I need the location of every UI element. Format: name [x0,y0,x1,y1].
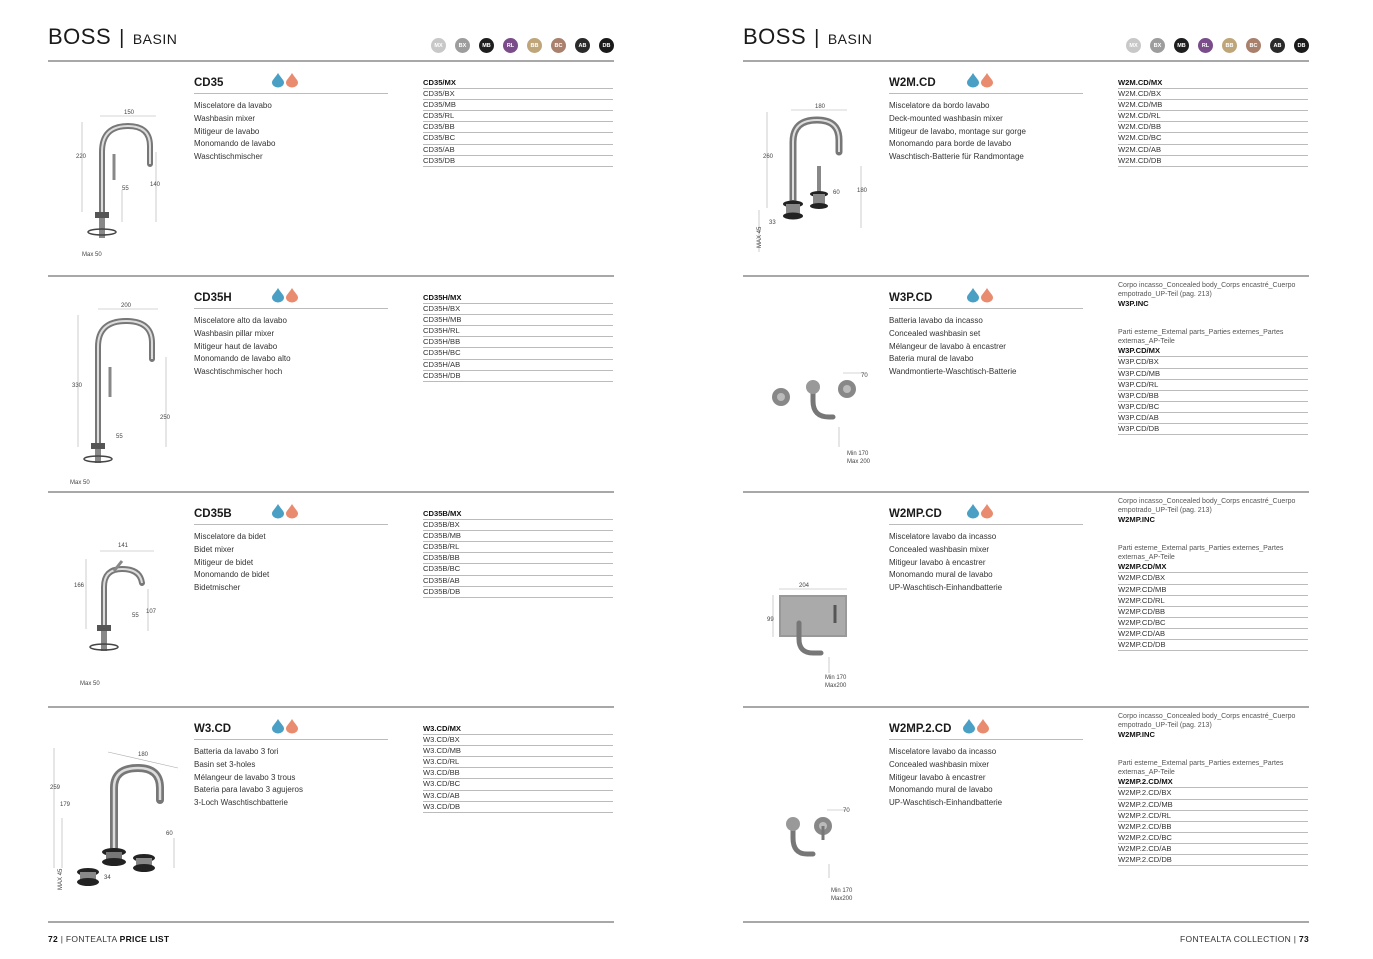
finish-swatch: DB [599,38,614,53]
cold-water-icon [967,504,979,518]
finish-code: W2MP.CD/RL [1118,596,1308,607]
finish-code: W2M.CD/MX [1118,78,1308,89]
finish-code: CD35H/AB [423,360,613,371]
dimension-label: Min 170 [847,451,869,457]
finish-code-list [423,293,613,382]
dimension-label: Max200 [825,683,847,689]
product-section [48,493,614,707]
finish-swatches [1126,38,1309,53]
finish-swatch: DB [1294,38,1309,53]
cold-water-icon [272,719,284,733]
page-header [48,24,614,64]
finish-code: W3.CD/BC [423,779,613,790]
concealed-body-note: Corpo incasso_Concealed body_Corps encastré_Cuerpo empotrado_UP-Teil (pag. 213) [1118,713,1296,729]
finish-code: W3.CD/BX [423,735,613,746]
product-drawing [48,297,188,486]
hot-water-icon [977,719,989,733]
dimension-label: 330 [72,383,83,389]
finish-code: W2MP.2.CD/BC [1118,833,1308,844]
divider [889,308,1083,309]
finish-swatch: RL [503,38,518,53]
finish-code: W2M.CD/BC [1118,133,1308,144]
finish-code: W3P.CD/AB [1118,413,1308,424]
product-name: W2M.CD [889,77,936,89]
divider [194,308,388,309]
collection-title: BOSS | BASIN [48,24,178,49]
finish-code: W2MP.2.CD/RL [1118,811,1308,822]
product-description: Miscelatore lavabo da incasso Concealed washbasin mixer Mitigeur lavabo à encastrer Monomando mural de lavabo UP-Waschtisch-Einhandbatterie [889,747,1003,808]
finish-code: W2MP.2.CD/BX [1118,788,1308,799]
product-section [743,62,1309,276]
dimension-label: 220 [76,154,87,160]
product-name: W2MP.2.CD [889,723,952,735]
finish-swatch: BC [1246,38,1261,53]
finish-code: CD35B/MB [423,531,613,542]
finish-code: W3P.CD/BC [1118,402,1308,413]
dimension-label: Max 50 [82,252,102,258]
finish-code: CD35B/BX [423,520,613,531]
hot-water-icon [286,288,298,302]
dimension-label: MAX 45 [58,868,64,890]
finish-code: CD35/RL [423,111,613,122]
finish-code: W2M.CD/AB [1118,145,1308,156]
hot-cold-icon [272,719,298,733]
hot-cold-icon [272,504,298,518]
product-description: Miscelatore da lavabo Washbasin mixer Mitigeur de lavabo Monomando de lavabo Waschtischmischer [194,101,276,162]
hot-cold-icon [272,288,298,302]
product-name: CD35 [194,77,224,89]
product-section [743,708,1309,922]
product-drawing [48,513,188,693]
finish-code: CD35B/RL [423,542,613,553]
product-description: Miscelatore alto da lavabo Washbasin pillar mixer Mitigeur haut de lavabo Monomando de lavabo alto Waschtischmischer hoch [194,316,291,377]
finish-code: CD35H/RL [423,326,613,337]
finish-code: W3P.CD/BB [1118,391,1308,402]
finish-code: W3.CD/MB [423,746,613,757]
finish-code: CD35H/BC [423,348,613,359]
finish-code: CD35B/MX [423,509,613,520]
dimension-label: 260 [763,154,774,160]
finish-code: W2MP.CD/DB [1118,640,1308,651]
dimension-label: 55 [122,186,129,192]
dimension-label: 70 [843,808,850,814]
finish-code: W2MP.CD/AB [1118,629,1308,640]
hot-water-icon [286,719,298,733]
finish-code-list [1118,498,1308,651]
product-description: Miscelatore lavabo da incasso Concealed washbasin mixer Mitigeur lavabo à encastrer Monomando mural de lavabo UP-Waschtisch-Einhandbatterie [889,532,1003,593]
hot-cold-icon [967,73,993,87]
page-footer: 72 | FONTEALTA PRICE LIST [48,934,170,944]
divider [48,921,614,923]
product-section [743,493,1309,707]
finish-code: W2MP.2.CD/AB [1118,844,1308,855]
dimension-label: 141 [118,543,129,549]
concealed-body-code: W3P.INC [1118,299,1149,309]
divider [889,739,1083,740]
product-section [48,708,614,922]
finish-code: CD35B/AB [423,576,613,587]
finish-code: CD35/AB [423,145,613,156]
product-drawing [743,82,883,262]
collection-title: BOSS | BASIN [743,24,873,49]
finish-code: W2MP.CD/MX [1118,562,1308,573]
finish-code: W2M.CD/RL [1118,111,1308,122]
dimension-label: 34 [104,875,111,881]
concealed-body-code: W2MP.INC [1118,730,1155,740]
finish-code: W3.CD/DB [423,802,613,813]
product-name: CD35H [194,292,232,304]
divider [889,93,1083,94]
dimension-label: Min 170 [831,888,853,894]
hot-cold-icon [963,719,989,733]
finish-code-list [423,724,613,813]
finish-swatch: BB [527,38,542,53]
finish-code: CD35/MB [423,100,613,111]
dimension-label: Max 200 [847,459,871,465]
dimension-label: 60 [166,831,173,837]
finish-swatch: AB [575,38,590,53]
product-name: W3P.CD [889,292,933,304]
finish-code: W2MP.CD/BX [1118,573,1308,584]
finish-swatch: AB [1270,38,1285,53]
dimension-label: 70 [861,373,868,379]
hot-water-icon [981,288,993,302]
product-description: Batteria lavabo da incasso Concealed washbasin set Mélangeur de lavabo à encastrer Bateria mural de lavabo Wandmontierte-Waschtisch-Batterie [889,316,1017,377]
product-drawing [743,728,883,908]
hot-cold-icon [272,73,298,87]
hot-water-icon [286,73,298,87]
finish-code-list [423,509,613,598]
finish-code: CD35/MX [423,78,613,89]
finish-swatch: BX [455,38,470,53]
finish-code: W3.CD/AB [423,791,613,802]
product-section [743,277,1309,491]
finish-code: CD35/BB [423,122,613,133]
finish-code: W3P.CD/RL [1118,380,1308,391]
product-section [48,277,614,491]
product-drawing [743,513,883,693]
finish-swatch: MX [1126,38,1141,53]
hot-water-icon [286,504,298,518]
product-drawing [743,297,883,477]
finish-swatch: BC [551,38,566,53]
divider [194,739,388,740]
finish-swatch: RL [1198,38,1213,53]
finish-swatch: BB [1222,38,1237,53]
finish-code-list [1118,78,1308,167]
product-name: CD35B [194,508,232,520]
dimension-label: 200 [121,303,132,309]
finish-code: CD35H/MX [423,293,613,304]
finish-code-list [1118,713,1308,866]
divider [889,524,1083,525]
finish-code: W2M.CD/DB [1118,156,1308,167]
page-footer: FONTEALTA COLLECTION | 73 [1180,934,1309,944]
concealed-body-code: W2MP.INC [1118,515,1155,525]
dimension-label: MAX 45 [757,226,763,248]
product-section [48,62,614,276]
dimension-label: 99 [767,617,774,623]
concealed-body-note: Corpo incasso_Concealed body_Corps encastré_Cuerpo empotrado_UP-Teil (pag. 213) [1118,498,1296,514]
finish-code: W2MP.CD/MB [1118,585,1308,596]
external-parts-note: Parti esterne_External parts_Parties externes_Partes externas_AP-Teile [1118,545,1284,561]
finish-code: W3P.CD/MB [1118,369,1308,380]
product-name: W2MP.CD [889,508,942,520]
divider [194,524,388,525]
dimension-label: 55 [132,613,139,619]
page-header [743,24,1309,64]
finish-code: W3P.CD/DB [1118,424,1308,435]
finish-code: W3P.CD/MX [1118,346,1308,357]
finish-code: W2MP.2.CD/MB [1118,800,1308,811]
finish-code: W2MP.CD/BB [1118,607,1308,618]
finish-code: CD35/BX [423,89,613,100]
divider [194,93,388,94]
finish-code: W2MP.CD/BC [1118,618,1308,629]
dimension-label: 180 [138,752,149,758]
cold-water-icon [963,719,975,733]
dimension-label: 204 [799,583,810,589]
finish-code: CD35H/BX [423,304,613,315]
product-name: W3.CD [194,723,232,735]
dimension-label: 180 [815,104,826,110]
dimension-label: 60 [833,190,840,196]
concealed-body-note: Corpo incasso_Concealed body_Corps encastré_Cuerpo empotrado_UP-Teil (pag. 213) [1118,282,1296,298]
finish-code: CD35H/BB [423,337,613,348]
page-left [0,0,678,959]
finish-code: W3.CD/RL [423,757,613,768]
cold-water-icon [272,504,284,518]
dimension-label: 33 [769,220,776,226]
dimension-label: Min 170 [825,675,847,681]
finish-code: W2M.CD/MB [1118,100,1308,111]
finish-code: W2MP.2.CD/MX [1118,777,1308,788]
dimension-label: 55 [116,434,123,440]
dimension-label: 107 [146,609,157,615]
hot-water-icon [981,73,993,87]
finish-code: W3.CD/BB [423,768,613,779]
cold-water-icon [967,288,979,302]
finish-swatch: MB [479,38,494,53]
cold-water-icon [272,288,284,302]
finish-code: CD35B/DB [423,587,613,598]
finish-code: CD35B/BC [423,564,613,575]
cold-water-icon [967,73,979,87]
finish-code: CD35H/DB [423,371,613,382]
dimension-label: 259 [50,785,61,791]
finish-code: CD35/DB [423,156,613,167]
finish-code: W2M.CD/BB [1118,122,1308,133]
dimension-label: 166 [74,583,85,589]
dimension-label: 150 [124,110,135,116]
cold-water-icon [272,73,284,87]
external-parts-note: Parti esterne_External parts_Parties externes_Partes externas_AP-Teile [1118,329,1284,345]
finish-swatch: BX [1150,38,1165,53]
finish-code: W2MP.2.CD/BB [1118,822,1308,833]
product-drawing [48,728,188,908]
page-right [695,0,1373,959]
finish-code: W2MP.2.CD/DB [1118,855,1308,866]
dimension-label: 179 [60,802,71,808]
product-description: Miscelatore da bordo lavabo Deck-mounted washbasin mixer Mitigeur de lavabo, montage sur gorge Monomando para borde de lavabo Waschtisch-Batterie für Randmontage [889,101,1026,162]
finish-code-list [1118,282,1308,435]
dimension-label: Max 50 [80,681,100,687]
finish-swatch: MB [1174,38,1189,53]
finish-code-list [423,78,613,167]
divider [743,921,1309,923]
finish-swatch: MX [431,38,446,53]
finish-code: CD35B/BB [423,553,613,564]
finish-code: CD35H/MB [423,315,613,326]
finish-code: CD35/BC [423,133,613,144]
product-drawing [48,82,188,262]
hot-water-icon [981,504,993,518]
finish-code: W3.CD/MX [423,724,613,735]
finish-code: W3P.CD/BX [1118,357,1308,368]
dimension-label: 180 [857,188,868,194]
finish-code: W2M.CD/BX [1118,89,1308,100]
dimension-label: 250 [160,415,171,421]
hot-cold-icon [967,504,993,518]
dimension-label: Max 50 [70,480,90,486]
finish-swatches [431,38,614,53]
dimension-label: 140 [150,182,161,188]
product-description: Batteria da lavabo 3 fori Basin set 3-holes Mélangeur de lavabo 3 trous Bateria para lavabo 3 agujeros 3-Loch Waschtischbatterie [194,747,303,808]
dimension-label: Max200 [831,896,853,902]
product-description: Miscelatore da bidet Bidet mixer Mitigeur de bidet Monomando de bidet Bidetmischer [194,532,270,593]
external-parts-note: Parti esterne_External parts_Parties externes_Partes externas_AP-Teile [1118,760,1284,776]
hot-cold-icon [967,288,993,302]
